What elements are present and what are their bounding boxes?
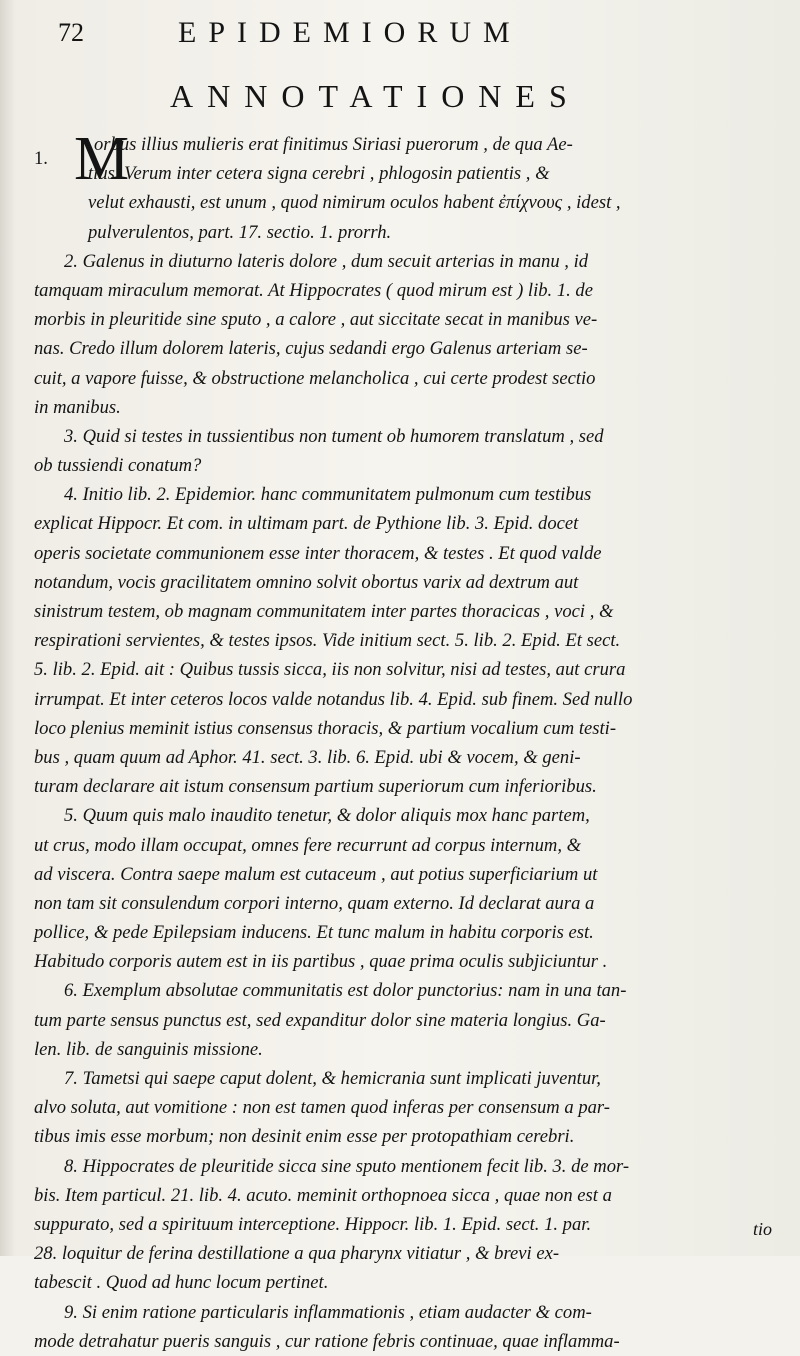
text-line: mode detrahatur pueris sanguis , cur ratione febris continuae, quae inflamma-: [34, 1330, 620, 1352]
annotation-number: 1.: [34, 148, 48, 169]
text-line: non tam sit consulendum corpori interno, quam externo. Id declarat aura a: [34, 892, 595, 914]
text-line: morbis in pleuritide sine sputo , a calore , aut siccitate secat in manibus ve-: [34, 309, 598, 331]
text-line: tamquam miraculum memorat. At Hippocrates ( quod mirum est ) lib. 1. de: [34, 279, 593, 301]
text-line: 5. Quum quis malo inaudito tenetur, & dolor aliquis mox hanc partem,: [64, 805, 590, 827]
text-line: 8. Hippocrates de pleuritide sicca sine sputo mentionem fecit lib. 3. de mor-: [64, 1155, 630, 1177]
text-line: notandum, vocis gracilitatem omnino solvit obortus varix ad dextrum aut: [34, 571, 579, 593]
text-line: 4. Initio lib. 2. Epidemior. hanc communitatem pulmonum cum testibus: [64, 484, 592, 506]
text-line: 6. Exemplum absolutae communitatis est dolor punctorius: nam in una tan-: [64, 980, 627, 1002]
text-lines: [34, 247, 774, 1356]
text-line: 28. loquitur de ferina destillatione a qua pharynx vitiatur , & brevi ex-: [34, 1243, 560, 1265]
text-line: 9. Si enim ratione particularis inflammationis , etiam audacter & com-: [64, 1301, 592, 1323]
page-header: [58, 14, 760, 54]
section-title: ANNOTATIONES: [170, 78, 581, 114]
text-line: operis societate communionem esse inter thoracem, & testes . Et quod valde: [34, 542, 602, 564]
text-line: alvo soluta, aut vomitione : non est tamen quod inferas per consensum a par-: [34, 1097, 610, 1119]
text-line: sinistrum testem, ob magnam communitatem inter partes thoracicas , voci , &: [34, 601, 614, 622]
catchword: tio: [752, 1219, 772, 1239]
text-line: tibus imis esse morbum; non desinit enim esse per protopathiam cerebri.: [34, 1126, 575, 1148]
bleed-through-text: [560, 60, 790, 140]
running-title: EPIDEMIORUM: [178, 16, 522, 49]
text-line: explicat Hippocr. Et com. in ultimam part. de Pythione lib. 3. Epid. docet: [34, 513, 579, 535]
text-line: turam declarare ait istum consensum partium superiorum cum inferioribus.: [34, 776, 597, 798]
first-paragraph: [34, 125, 774, 247]
text-line: 3. Quid si testes in tussientibus non tument ob humorem translatum , sed: [64, 425, 604, 447]
text-line: ad viscera. Contra saepe malum est cutaceum , aut potius superficiarium ut: [34, 863, 598, 885]
text-line: in manibus.: [34, 396, 121, 418]
text-line: suppurato, sed a spirituum interceptione. Hippocr. lib. 1. Epid. sect. 1. par.: [34, 1213, 592, 1235]
text-line: bis. Item particul. 21. lib. 4. acuto. meminit orthopnoea sicca , quae non est a: [34, 1184, 612, 1206]
text-line: 7. Tametsi qui saepe caput dolent, & hemicrania sunt implicati juventur,: [64, 1068, 601, 1089]
text-line: 2. Galenus in diuturno lateris dolore , dum secuit arterias in manu , id: [64, 250, 589, 272]
text-line: loco plenius meminit istius consensus thoracis, & partium vocalium cum testi-: [34, 717, 617, 739]
text-line: len. lib. de sanguinis missione.: [34, 1038, 263, 1060]
text-line: orbus illius mulieris erat finitimus Siriasi puerorum , de qua Ae-: [94, 134, 573, 155]
text-line: bus , quam quum ad Aphor. 41. sect. 3. lib. 6. Epid. ubi & vocem, & geni-: [34, 746, 581, 768]
annotation-text: [34, 125, 774, 1356]
text-line: ut crus, modo illam occupat, omnes fere recurrunt ad corpus internum, &: [34, 834, 582, 856]
text-line: velut exhausti, est unum , quod nimirum oculos habent ἐπίχνους , idest ,: [88, 192, 621, 214]
text-line: Habitudo corporis autem est in iis partibus , quae prima oculis subjiciuntur .: [34, 951, 608, 973]
text-line: respirationi servientes, & testes ipsos. Vide initium sect. 5. lib. 2. Epid. Et sect.: [34, 630, 621, 652]
text-line: irrumpat. Et inter ceteros locos valde notandus lib. 4. Epid. sub finem. Sed nullo: [34, 688, 633, 710]
text-line: tabescit . Quod ad hunc locum pertinet.: [34, 1272, 329, 1294]
text-line: tum parte sensus punctus est, sed expanditur dolor sine materia longius. Ga-: [34, 1009, 606, 1031]
text-line: nas. Credo illum dolorem lateris, cujus sedandi ergo Galenus arteriam se-: [34, 338, 588, 360]
page-number: 72: [58, 18, 84, 47]
drop-cap: M: [74, 125, 130, 193]
text-line: tius. Verum inter cetera signa cerebri , phlogosin patientis , &: [88, 163, 550, 185]
first-paragraph-lines: [88, 130, 774, 247]
text-line: cuit, a vapore fuisse, & obstructione melancholica , cui certe prodest sectio: [34, 367, 596, 389]
text-line: pollice, & pede Epilepsiam inducens. Et tunc malum in habitu corporis est.: [34, 922, 594, 944]
text-line: pulverulentos, part. 17. sectio. 1. prorrh.: [88, 221, 392, 243]
text-line: 5. lib. 2. Epid. ait : Quibus tussis sicca, iis non solvitur, nisi ad testes, aut crura: [34, 659, 626, 681]
text-line: ob tussiendi conatum?: [34, 455, 202, 477]
